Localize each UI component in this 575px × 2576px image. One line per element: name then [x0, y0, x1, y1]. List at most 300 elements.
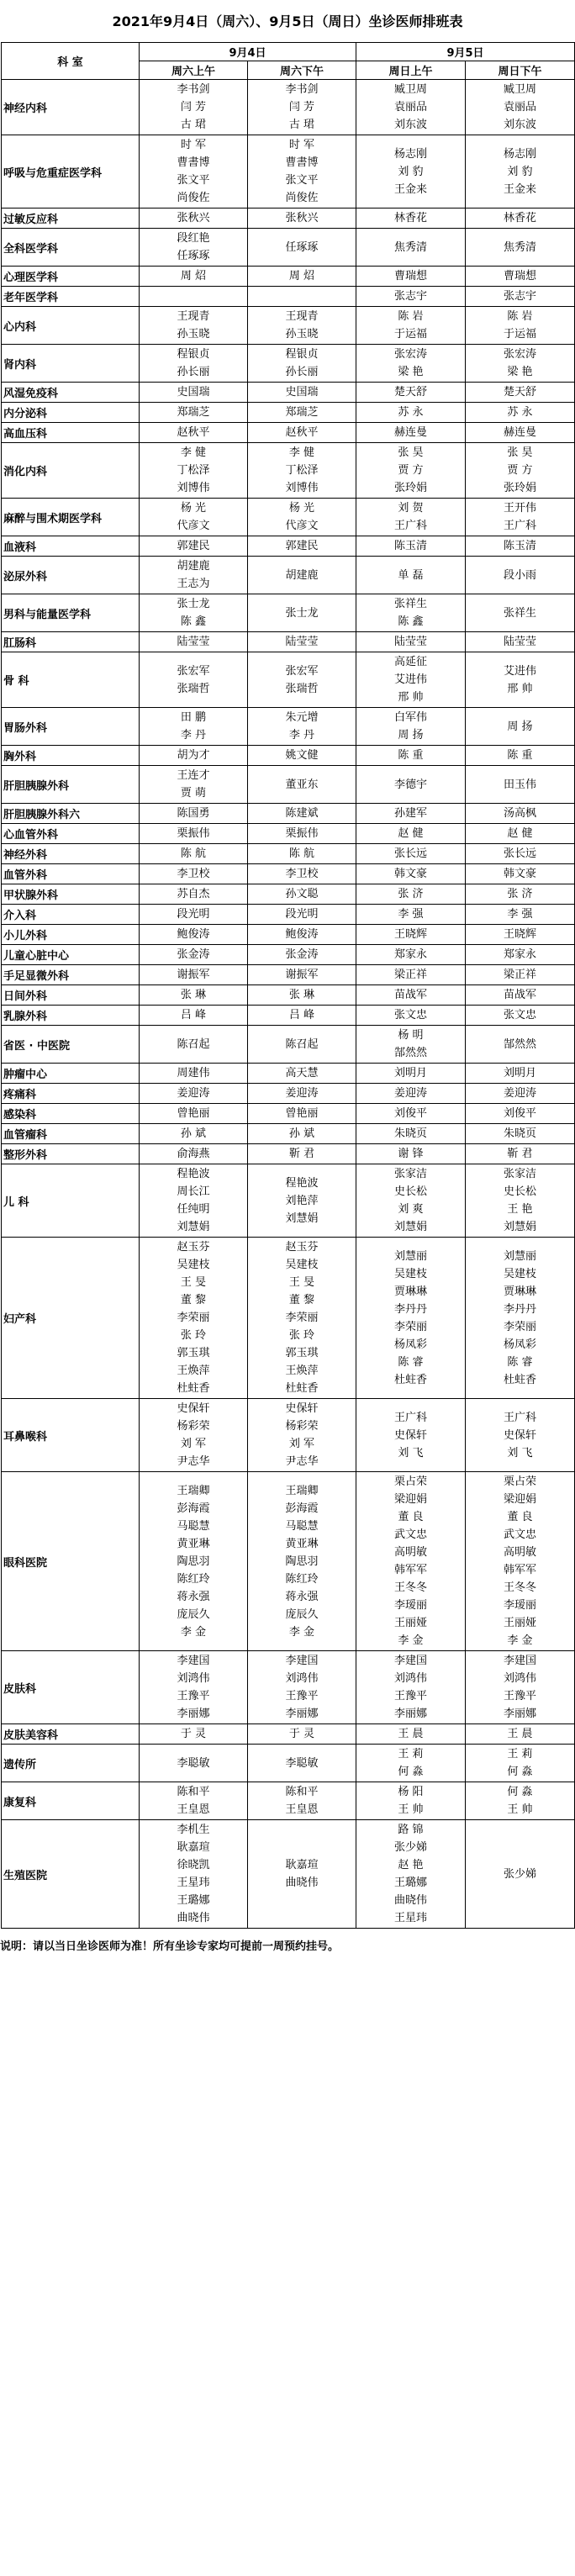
- doctor-name: 刘博伟: [285, 482, 319, 494]
- doctor-name: 张士龙: [285, 606, 319, 620]
- department-name: 肝胆胰腺外科六: [2, 804, 140, 824]
- schedule-cell: [466, 287, 575, 307]
- doctor-name: 王丽娅: [503, 1617, 536, 1629]
- doctor-name: 刘俊平: [393, 1107, 427, 1120]
- doctor-name: 张长远: [393, 847, 427, 860]
- schedule-cell: [140, 1144, 248, 1164]
- schedule-cell: [248, 1651, 356, 1724]
- schedule-cell: [140, 403, 248, 423]
- schedule-cell: [248, 135, 356, 209]
- doctor-name: 赵 健: [507, 827, 533, 840]
- department-name: 麻醉与围术期医学科: [2, 499, 140, 536]
- doctor-name: 刘慧丽: [503, 1249, 536, 1263]
- schedule-cell: [248, 307, 356, 345]
- table-row: [2, 267, 575, 287]
- schedule-cell: [140, 632, 248, 652]
- doctor-name: 刘明月: [393, 1067, 427, 1079]
- schedule-cell: [140, 746, 248, 766]
- doctor-name: 刘东波: [503, 119, 536, 131]
- doctor-name: 陈建斌: [285, 807, 319, 820]
- schedule-cell: [356, 985, 466, 1006]
- doctor-name: 于运福: [503, 328, 536, 340]
- table-row: [2, 708, 575, 746]
- doctor-name: 刘慧娟: [285, 1211, 319, 1225]
- date-header-sat: 9月4日: [140, 43, 356, 61]
- schedule-cell: [248, 766, 356, 804]
- doctor-name: 李 健: [288, 446, 315, 459]
- doctor-name: 陈 鑫: [398, 615, 424, 628]
- doctor-name: 张 玲: [180, 1329, 207, 1342]
- table-row: [2, 766, 575, 804]
- table-row: [2, 287, 575, 307]
- table-row: [2, 1238, 575, 1399]
- table-row: [2, 824, 575, 844]
- schedule-cell: [140, 423, 248, 443]
- doctor-name: 李丹丹: [503, 1302, 536, 1316]
- doctor-name: 丁松泽: [285, 464, 319, 477]
- doctor-name: 李荣丽: [285, 1312, 319, 1324]
- schedule-cell: [466, 307, 575, 345]
- doctor-name: 张瑞哲: [285, 682, 319, 695]
- schedule-cell: [140, 383, 248, 403]
- doctor-name: 曲晓伟: [177, 1912, 210, 1924]
- doctor-name: 杜蛀香: [393, 1373, 427, 1386]
- doctor-name: 邢 帅: [507, 682, 533, 695]
- schedule-cell: [356, 267, 466, 287]
- schedule-cell: [356, 536, 466, 557]
- doctor-name: 苗战军: [393, 989, 427, 1001]
- doctor-name: 李丽娜: [177, 1708, 210, 1720]
- doctor-name: 陶思羽: [285, 1555, 319, 1568]
- doctor-name: 张家洁: [393, 1168, 427, 1180]
- schedule-cell: [140, 965, 248, 985]
- schedule-cell: [248, 1104, 356, 1124]
- doctor-name: 张宏军: [177, 664, 210, 678]
- doctor-name: 王 帅: [398, 1803, 424, 1816]
- doctor-name: 艾进伟: [503, 664, 536, 678]
- doctor-name: 杜蛀香: [285, 1382, 319, 1395]
- schedule-cell: [248, 746, 356, 766]
- table-row: [2, 1144, 575, 1164]
- doctor-name: 王 莉: [398, 1748, 424, 1760]
- department-name: 小儿外科: [2, 925, 140, 945]
- doctor-name: 尚俊佐: [177, 192, 210, 204]
- doctor-name: 曲晓伟: [393, 1894, 427, 1907]
- schedule-cell: [466, 1238, 575, 1399]
- doctor-name: 鲍俊涛: [177, 928, 210, 941]
- schedule-cell: [140, 443, 248, 499]
- schedule-cell: [140, 307, 248, 345]
- doctor-name: 鲍俊涛: [285, 928, 319, 941]
- doctor-name: 李丽娜: [393, 1708, 427, 1720]
- schedule-cell: [356, 864, 466, 884]
- schedule-cell: [356, 708, 466, 746]
- doctor-name: 张 昊: [398, 446, 424, 459]
- doctor-name: 赫连曼: [503, 426, 536, 439]
- doctor-name: 古 珺: [288, 119, 315, 131]
- department-name: 血管瘤科: [2, 1124, 140, 1144]
- doctor-name: 张金涛: [177, 948, 210, 961]
- doctor-name: 吴建枝: [177, 1259, 210, 1271]
- department-name: 风湿免疫科: [2, 383, 140, 403]
- doctor-name: 张宏涛: [393, 348, 427, 361]
- table-row: [2, 1006, 575, 1026]
- doctor-name: 王开伟: [503, 502, 536, 515]
- doctor-name: 李 金: [507, 1634, 533, 1647]
- doctor-name: 杨 光: [288, 502, 315, 515]
- doctor-name: 臧卫周: [503, 83, 536, 96]
- doctor-name: 段光明: [285, 908, 319, 921]
- department-name: 心理医学科: [2, 267, 140, 287]
- doctor-name: 孙 斌: [180, 1127, 207, 1140]
- schedule-cell: [466, 1084, 575, 1104]
- schedule-cell: [466, 632, 575, 652]
- schedule-cell: [140, 864, 248, 884]
- doctor-name: 陈 睿: [398, 1355, 424, 1369]
- doctor-name: 焦秀清: [393, 240, 427, 254]
- doctor-name: 王广科: [393, 1411, 427, 1424]
- schedule-cell: [248, 905, 356, 925]
- table-row: [2, 1782, 575, 1820]
- doctor-name: 姜迎涛: [285, 1087, 319, 1100]
- doctor-name: 刘 豹: [398, 165, 424, 178]
- schedule-cell: [466, 985, 575, 1006]
- doctor-name: 李 健: [180, 446, 207, 459]
- department-name: 康复科: [2, 1782, 140, 1820]
- department-name: 呼吸与危重症医学科: [2, 135, 140, 209]
- doctor-name: 王豫平: [393, 1690, 427, 1702]
- department-name: 神经内科: [2, 80, 140, 135]
- table-row: [2, 1651, 575, 1724]
- schedule-cell: [466, 209, 575, 229]
- doctor-name: 李建国: [503, 1655, 536, 1667]
- doctor-name: 高明敏: [393, 1546, 427, 1559]
- schedule-cell: [356, 557, 466, 594]
- doctor-name: 张 玲: [288, 1329, 315, 1342]
- doctor-name: 张家洁: [503, 1168, 536, 1180]
- schedule-cell: [248, 267, 356, 287]
- doctor-name: 张文平: [177, 174, 210, 187]
- doctor-name: 赫连曼: [393, 426, 427, 439]
- doctor-name: 庞辰久: [285, 1607, 319, 1621]
- schedule-cell: [466, 965, 575, 985]
- doctor-name: 任纯明: [177, 1203, 210, 1216]
- doctor-name: 史保轩: [285, 1402, 319, 1415]
- department-name: 肾内科: [2, 345, 140, 383]
- doctor-name: 白军伟: [393, 711, 427, 724]
- department-name: 心内科: [2, 307, 140, 345]
- table-row: [2, 965, 575, 985]
- doctor-name: 王 旻: [288, 1276, 315, 1289]
- department-name: 整形外科: [2, 1144, 140, 1164]
- doctor-name: 孙玉晓: [177, 328, 210, 340]
- schedule-cell: [140, 766, 248, 804]
- doctor-name: 陈国勇: [177, 807, 210, 820]
- doctor-name: 刘东波: [393, 119, 427, 131]
- doctor-name: 耿嘉瑄: [177, 1841, 210, 1854]
- schedule-cell: [466, 1104, 575, 1124]
- doctor-name: 孙玉晓: [285, 328, 319, 340]
- doctor-name: 李 丹: [180, 729, 207, 742]
- doctor-name: 李德宇: [393, 778, 427, 791]
- schedule-cell: [140, 804, 248, 824]
- doctor-name: 张少娣: [503, 1867, 536, 1881]
- doctor-name: 刘 飞: [507, 1446, 533, 1460]
- doctor-name: 栗占荣: [393, 1475, 427, 1488]
- page-title: 2021年9月4日（周六）、9月5日（周日）坐诊医师排班表: [112, 13, 463, 29]
- schedule-cell: [248, 1144, 356, 1164]
- table-row: [2, 1104, 575, 1124]
- doctor-name: 郜然然: [503, 1037, 536, 1051]
- schedule-cell: [140, 652, 248, 708]
- doctor-name: 朱晓页: [503, 1127, 536, 1140]
- table-row: [2, 844, 575, 864]
- department-name: 甲状腺外科: [2, 884, 140, 905]
- table-row: [2, 1064, 575, 1084]
- doctor-name: 王星玮: [393, 1912, 427, 1924]
- doctor-name: 刘慧娟: [177, 1221, 210, 1233]
- doctor-name: 李书剑: [177, 83, 210, 96]
- schedule-cell: [356, 1238, 466, 1399]
- schedule-cell: [356, 383, 466, 403]
- doctor-name: 林香花: [393, 212, 427, 224]
- doctor-name: 朱晓页: [393, 1127, 427, 1140]
- schedule-cell: [356, 1026, 466, 1064]
- doctor-name: 陈红玲: [177, 1572, 210, 1586]
- schedule-cell: [248, 1164, 356, 1238]
- department-name: 肝胆胰腺外科: [2, 766, 140, 804]
- doctor-name: 赵 健: [398, 827, 424, 840]
- doctor-name: 杜蛀香: [503, 1373, 536, 1386]
- doctor-name: 王广科: [503, 520, 536, 532]
- doctor-name: 王 艳: [507, 1203, 533, 1216]
- doctor-name: 姜迎涛: [503, 1087, 536, 1100]
- dept-header: 科 室: [2, 43, 140, 80]
- doctor-name: 王晓辉: [503, 928, 536, 941]
- schedule-cell: [248, 1399, 356, 1472]
- schedule-cell: [466, 864, 575, 884]
- schedule-cell: [466, 1006, 575, 1026]
- schedule-cell: [466, 1144, 575, 1164]
- table-row: [2, 985, 575, 1006]
- schedule-cell: [466, 708, 575, 746]
- table-row: [2, 307, 575, 345]
- doctor-name: 何 淼: [507, 1786, 533, 1798]
- doctor-name: 杨彩荣: [285, 1420, 319, 1433]
- schedule-cell: [248, 1724, 356, 1745]
- doctor-name: 谢振军: [177, 969, 210, 981]
- schedule-cell: [248, 985, 356, 1006]
- department-name: 肛肠科: [2, 632, 140, 652]
- doctor-name: 史长松: [393, 1185, 427, 1198]
- table-row: [2, 594, 575, 632]
- table-row: [2, 652, 575, 708]
- doctor-name: 王晓辉: [393, 928, 427, 941]
- schedule-cell: [140, 824, 248, 844]
- doctor-name: 尹志华: [177, 1455, 210, 1468]
- doctor-name: 梁迎娟: [503, 1493, 536, 1506]
- doctor-name: 楚天舒: [393, 386, 427, 399]
- table-row: [2, 1084, 575, 1104]
- schedule-cell: [466, 383, 575, 403]
- doctor-name: 梁正祥: [503, 969, 536, 981]
- schedule-cell: [356, 925, 466, 945]
- schedule-cell: [466, 844, 575, 864]
- doctor-name: 黄亚琳: [285, 1537, 319, 1550]
- doctor-name: 王豫平: [503, 1690, 536, 1702]
- schedule-cell: [140, 80, 248, 135]
- schedule-cell: [140, 1724, 248, 1745]
- doctor-name: 张金涛: [285, 948, 319, 961]
- schedule-cell: [248, 804, 356, 824]
- doctor-name: 刘慧娟: [503, 1221, 536, 1233]
- table-row: [2, 403, 575, 423]
- department-name: 全科医学科: [2, 229, 140, 267]
- doctor-name: 梁正祥: [393, 969, 427, 981]
- doctor-name: 路 锦: [398, 1824, 424, 1836]
- doctor-name: 陆莹莹: [177, 636, 210, 648]
- doctor-name: 杨 明: [398, 1029, 424, 1042]
- department-name: 疼痛科: [2, 1084, 140, 1104]
- doctor-name: 贾琳琳: [393, 1285, 427, 1298]
- schedule-cell: [356, 632, 466, 652]
- schedule-cell: [140, 1026, 248, 1064]
- schedule-cell: [248, 1820, 356, 1929]
- doctor-name: 俞海燕: [177, 1148, 210, 1160]
- schedule-cell: [140, 905, 248, 925]
- doctor-name: 李瑷丽: [393, 1599, 427, 1612]
- schedule-cell: [466, 403, 575, 423]
- doctor-name: 张 昊: [507, 446, 533, 459]
- doctor-name: 周 炤: [288, 270, 315, 282]
- schedule-cell: [140, 1820, 248, 1929]
- department-name: 生殖医院: [2, 1820, 140, 1929]
- doctor-name: 王瑞卿: [177, 1484, 210, 1497]
- schedule-cell: [466, 267, 575, 287]
- doctor-name: 李卫校: [177, 868, 210, 880]
- schedule-cell: [140, 499, 248, 536]
- doctor-name: 王现青: [285, 310, 319, 323]
- schedule-cell: [466, 1820, 575, 1929]
- doctor-name: 程艳波: [285, 1176, 319, 1190]
- doctor-name: 刘鸿伟: [503, 1672, 536, 1685]
- doctor-name: 尹志华: [285, 1455, 319, 1468]
- schedule-cell: [248, 864, 356, 884]
- doctor-name: 曹書博: [285, 156, 319, 169]
- department-name: 血液科: [2, 536, 140, 557]
- doctor-name: 梁 艳: [398, 366, 424, 378]
- doctor-name: 陈 鑫: [180, 615, 207, 628]
- doctor-name: 刘鸿伟: [393, 1672, 427, 1685]
- doctor-name: 陈玉清: [503, 540, 536, 552]
- doctor-name: 王丽娅: [393, 1617, 427, 1629]
- schedule-cell: [356, 423, 466, 443]
- doctor-name: 张玲娟: [393, 482, 427, 494]
- doctor-name: 彭海霞: [285, 1502, 319, 1515]
- date-header-sun: 9月5日: [356, 43, 575, 61]
- schedule-cell: [356, 1399, 466, 1472]
- doctor-name: 李建国: [177, 1655, 210, 1667]
- table-row: [2, 209, 575, 229]
- doctor-name: 王焕萍: [177, 1365, 210, 1377]
- department-name: 省医 · 中医院: [2, 1026, 140, 1064]
- doctor-name: 陈 航: [288, 847, 315, 860]
- table-row: [2, 905, 575, 925]
- doctor-name: 张秋兴: [285, 212, 319, 224]
- doctor-name: 焦秀清: [503, 240, 536, 254]
- schedule-cell: [466, 905, 575, 925]
- doctor-name: 周建伟: [177, 1067, 210, 1079]
- doctor-name: 姜迎涛: [177, 1087, 210, 1100]
- footnote: 说明：请以当日坐诊医师为准！所有坐诊专家均可提前一周预约挂号。: [0, 1940, 340, 1953]
- doctor-name: 张祥生: [503, 606, 536, 620]
- department-name: 日间外科: [2, 985, 140, 1006]
- table-row: [2, 443, 575, 499]
- doctor-name: 王豫平: [177, 1690, 210, 1702]
- table-row: [2, 1820, 575, 1929]
- doctor-name: 曾艳丽: [177, 1107, 210, 1120]
- doctor-name: 陆莹莹: [285, 636, 319, 648]
- doctor-name: 陈 睿: [507, 1355, 533, 1369]
- doctor-name: 陆莹莹: [503, 636, 536, 648]
- doctor-name: 王皇恩: [285, 1803, 319, 1816]
- schedule-cell: [356, 403, 466, 423]
- doctor-name: 李荣丽: [177, 1312, 210, 1324]
- doctor-name: 郑瑞芝: [285, 406, 319, 419]
- doctor-name: 耿嘉瑄: [285, 1859, 319, 1871]
- department-name: 皮肤科: [2, 1651, 140, 1724]
- doctor-name: 张长远: [503, 847, 536, 860]
- doctor-name: 王 晨: [398, 1728, 424, 1740]
- doctor-name: 刘鸿伟: [285, 1672, 319, 1685]
- schedule-cell: [466, 746, 575, 766]
- doctor-name: 张 济: [507, 888, 533, 900]
- doctor-name: 王瑞卿: [285, 1484, 319, 1497]
- doctor-name: 李机生: [177, 1824, 210, 1836]
- doctor-name: 韩文豪: [503, 868, 536, 880]
- schedule-cell: [466, 824, 575, 844]
- schedule-cell: [356, 307, 466, 345]
- doctor-name: 梁 艳: [507, 366, 533, 378]
- doctor-name: 郑家永: [503, 948, 536, 961]
- doctor-name: 曹瑞想: [393, 270, 427, 282]
- schedule-cell: [248, 1006, 356, 1026]
- schedule-cell: [356, 965, 466, 985]
- department-name: 内分泌科: [2, 403, 140, 423]
- doctor-name: 史保轩: [503, 1428, 536, 1442]
- doctor-name: 田 鹏: [180, 711, 207, 724]
- doctor-name: 蒋永强: [285, 1590, 319, 1603]
- doctor-name: 郭建民: [177, 540, 210, 552]
- doctor-name: 马聪慧: [177, 1519, 210, 1533]
- doctor-name: 胡为才: [177, 749, 210, 762]
- schedule-cell: [466, 345, 575, 383]
- schedule-cell: [140, 844, 248, 864]
- doctor-name: 王连才: [177, 769, 210, 782]
- schedule-cell: [248, 594, 356, 632]
- schedule-cell: [356, 1724, 466, 1745]
- session-header: 周六上午: [140, 61, 248, 80]
- doctor-name: 王皇恩: [177, 1803, 210, 1816]
- session-header: 周六下午: [248, 61, 356, 80]
- schedule-cell: [248, 383, 356, 403]
- table-row: [2, 229, 575, 267]
- doctor-name: 田玉伟: [503, 778, 536, 791]
- schedule-cell: [140, 945, 248, 965]
- schedule-cell: [356, 594, 466, 632]
- schedule-cell: [248, 209, 356, 229]
- doctor-name: 董 黎: [288, 1294, 315, 1306]
